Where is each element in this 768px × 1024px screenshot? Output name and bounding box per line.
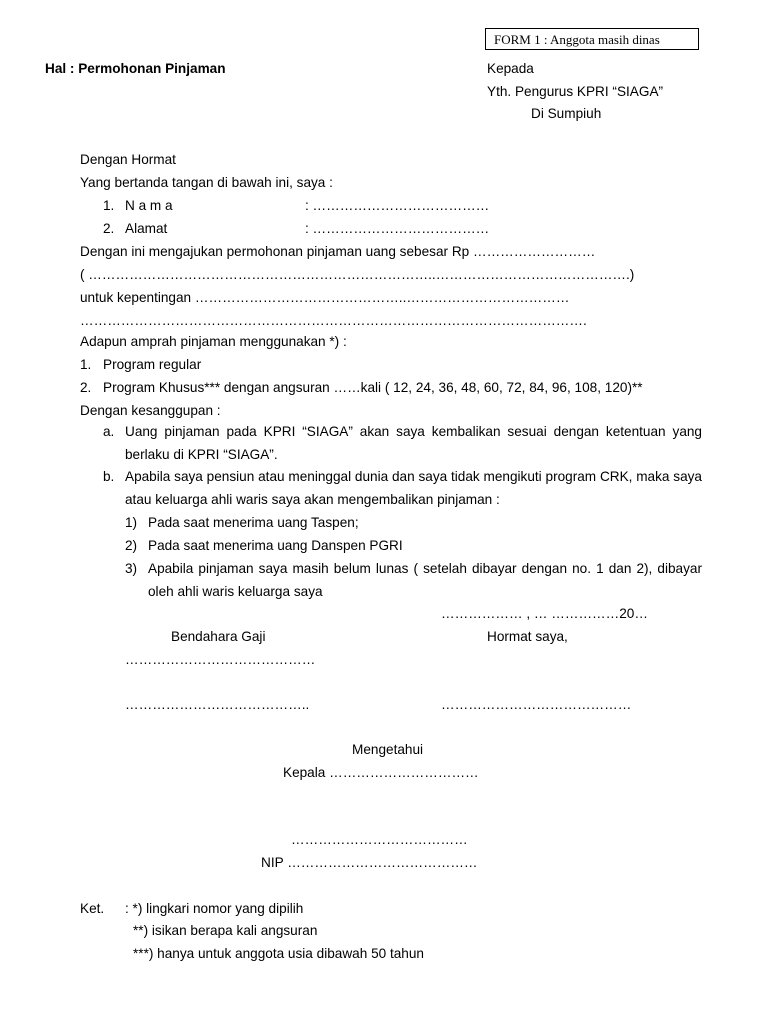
sub-item-number: 1) [125, 515, 138, 530]
field-value-address: : ………………………………… [305, 221, 490, 236]
field-number: 1. [103, 198, 115, 213]
program-number: 2. [80, 380, 92, 395]
acknowledge-label: Mengetahui [352, 742, 424, 757]
purpose-line-continued: …………………………………………………………………………………………………. [80, 313, 587, 328]
field-label-address: Alamat [125, 221, 168, 236]
treasurer-title: Bendahara Gaji [171, 629, 266, 644]
head-line: Kepala …………………………… [283, 765, 479, 780]
notes-label: Ket. [80, 901, 105, 916]
program-regular: Program regular [103, 357, 202, 372]
sub-item-taspen: Pada saat menerima uang Taspen; [148, 515, 359, 530]
sub-item-danspen: Pada saat menerima uang Danspen PGRI [148, 538, 403, 553]
purpose-line: untuk kepentingan ………………………………………..……………………………… [80, 290, 570, 305]
field-label-name: N a m a [125, 198, 173, 213]
commitment-b: Apabila saya pensiun atau meninggal dunia dan saya tidak mengikuti program CRK, maka saya atau keluarga ahli waris saya akan mengembalikan pinjaman : [125, 469, 702, 507]
intro-line: Yang bertanda tangan di bawah ini, saya : [80, 175, 333, 190]
form-label: FORM 1 : Anggota masih dinas [494, 32, 660, 47]
sub-item-heirs: Apabila pinjaman saya masih belum lunas ( setelah dibayar dengan no. 1 dan 2), dibayar oleh ahli waris keluarga saya [148, 561, 702, 599]
note-item: **) isikan berapa kali angsuran [133, 923, 318, 938]
sub-item-number: 2) [125, 538, 138, 553]
field-number: 2. [103, 221, 115, 236]
recipient-name: Yth. Pengurus KPRI “SIAGA” [487, 84, 664, 99]
sub-item-number: 3) [125, 561, 138, 576]
request-line: Dengan ini mengajukan permohonan pinjaman uang sebesar Rp ……………………… [80, 244, 596, 259]
recipient-place: Di Sumpiuh [531, 106, 602, 121]
note-item: : *) lingkari nomor yang dipilih [125, 901, 304, 916]
amount-words-line: ( …………………………………………………………………..…………………………………….) [80, 267, 635, 282]
treasurer-dots: …………………………………… [125, 652, 316, 667]
subject-line: Hal : Permohonan Pinjaman [45, 61, 226, 76]
field-value-name: : ………………………………… [305, 198, 490, 213]
treasurer-signature-dots: ………………………………….. [125, 697, 310, 712]
date-line: ……………… , … ……………20… [441, 606, 648, 621]
recipient-to: Kepada [487, 61, 534, 76]
greeting: Dengan Hormat [80, 152, 176, 167]
commitment-letter: a. [103, 424, 115, 439]
commitment-intro: Dengan kesanggupan : [80, 403, 221, 418]
nip-line: NIP …………………………………… [261, 855, 478, 870]
form-label-box [485, 28, 699, 50]
program-special: Program Khusus*** dengan angsuran ……kali ( 12, 24, 36, 48, 60, 72, 84, 96, 108, 120)** [103, 380, 643, 395]
commitment-letter: b. [103, 469, 115, 484]
commitment-a: Uang pinjaman pada KPRI “SIAGA” akan saya kembalikan sesuai dengan ketentuan yang berlaku di KPRI “SIAGA”. [125, 424, 702, 462]
head-name-dots: ………………………………… [291, 832, 468, 847]
program-intro: Adapun amprah pinjaman menggunakan *) : [80, 334, 347, 349]
note-item: ***) hanya untuk anggota usia dibawah 50 tahun [133, 946, 424, 961]
program-number: 1. [80, 357, 92, 372]
applicant-signature-dots: …………………………………… [441, 697, 632, 712]
applicant-title: Hormat saya, [487, 629, 568, 644]
